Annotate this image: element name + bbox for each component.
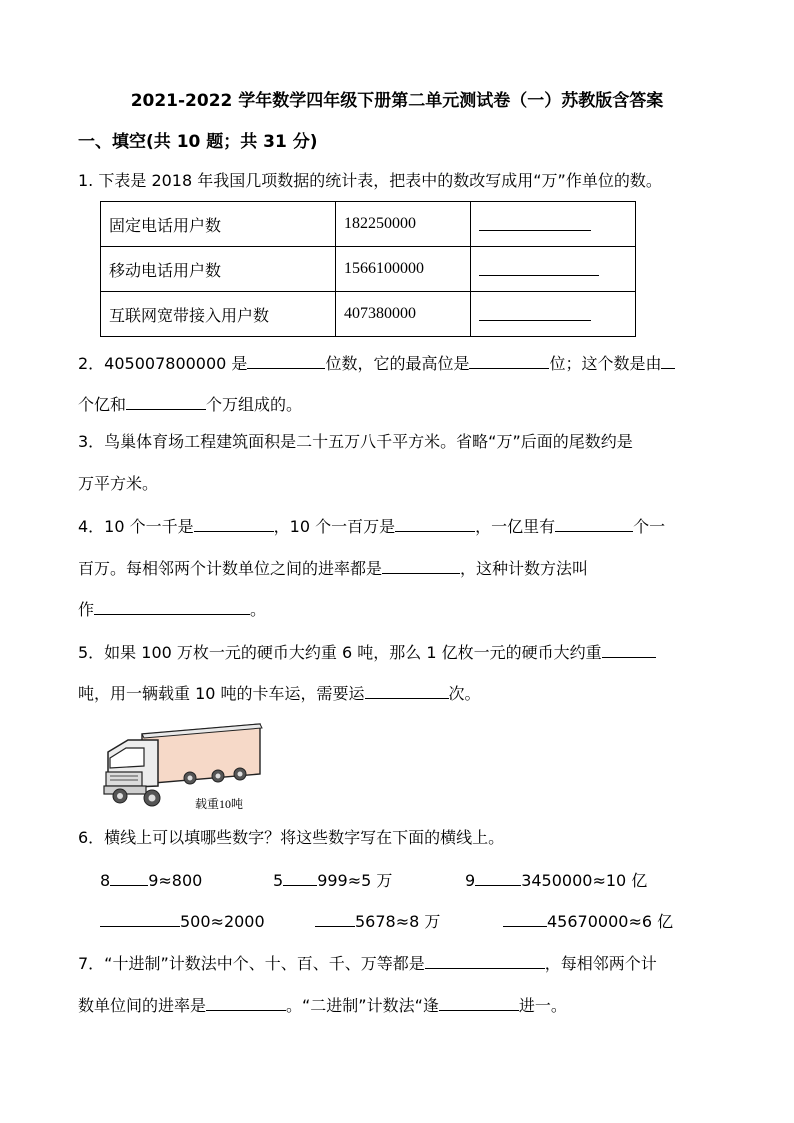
table-cell-answer <box>471 292 636 337</box>
question-7-line-2 <box>78 994 567 1016</box>
q4-text-a: 4．10 个一千是 <box>78 517 194 536</box>
q6-text: 5 <box>273 871 284 890</box>
q6-item-3 <box>465 869 647 891</box>
answer-blank[interactable] <box>126 393 206 410</box>
q6-text: 8 <box>100 871 111 890</box>
table-cell-value: 182250000 <box>336 202 471 247</box>
answer-blank[interactable] <box>247 352 325 369</box>
q2-text-b: 位数，它的最高位是 <box>325 354 470 373</box>
q5-text-c: 次。 <box>448 684 481 703</box>
answer-blank[interactable] <box>110 869 148 886</box>
answer-blank[interactable] <box>661 352 675 369</box>
table-cell-value: 1566100000 <box>336 247 471 292</box>
q6-item-2 <box>273 869 392 891</box>
q4-text-g: 作 <box>78 600 95 619</box>
answer-blank[interactable] <box>503 910 547 927</box>
q4-text-d: 个一 <box>633 517 666 536</box>
answer-blank[interactable] <box>194 515 274 532</box>
answer-blank[interactable] <box>206 994 286 1011</box>
q6-item-6 <box>503 910 673 932</box>
question-4-line-3 <box>78 598 266 620</box>
answer-blank[interactable] <box>395 515 475 532</box>
truck-illustration <box>100 722 270 814</box>
answer-blank[interactable] <box>439 994 519 1011</box>
answer-blank[interactable] <box>382 557 460 574</box>
q4-text-e: 百万。每相邻两个计数单位之间的进率都是 <box>78 559 383 578</box>
question-5-line-1 <box>78 641 656 663</box>
q2-text-d: 个亿和 <box>78 395 127 414</box>
q2-text-c: 位；这个数是由 <box>549 354 662 373</box>
table-row <box>101 247 636 292</box>
q6-text: 5678≈8 万 <box>355 912 441 931</box>
q4-text-h: 。 <box>250 600 267 619</box>
table-cell-value: 407380000 <box>336 292 471 337</box>
table-cell-label: 互联网宽带接入用户数 <box>101 292 336 337</box>
q2-text-e: 个万组成的。 <box>206 395 303 414</box>
answer-blank[interactable] <box>425 952 545 969</box>
q6-text: 9 <box>465 871 476 890</box>
page-title: 2021-2022 学年数学四年级下册第二单元测试卷（一）苏教版含答案 <box>130 91 664 111</box>
question-6-text: 6．横线上可以填哪些数字？将这些数字写在下面的横线上。 <box>78 828 505 847</box>
answer-blank[interactable] <box>475 869 521 886</box>
q6-text: 500≈2000 <box>180 912 265 931</box>
truck-label: 载重10吨 <box>195 797 244 811</box>
q7-text-b: ，每相邻两个计 <box>544 954 657 973</box>
question-5-line-2 <box>78 682 481 704</box>
q4-text-f: ，这种计数方法叫 <box>460 559 589 578</box>
answer-blank[interactable] <box>100 910 180 927</box>
q6-text: 999≈5 万 <box>317 871 393 890</box>
answer-blank[interactable] <box>94 598 250 615</box>
q6-item-1 <box>100 869 202 891</box>
q2-text-a: 2．405007800000 是 <box>78 354 248 373</box>
answer-blank[interactable] <box>315 910 355 927</box>
q7-text-d: 。“二进制”计数法“逢 <box>286 996 439 1015</box>
q6-text: 3450000≈10 亿 <box>521 871 648 890</box>
question-1-text: 1. 下表是 2018 年我国几项数据的统计表，把表中的数改写成用“万”作单位的数。 <box>78 171 662 190</box>
answer-blank[interactable] <box>555 515 633 532</box>
q4-text-c: ，一亿里有 <box>475 517 556 536</box>
question-7-line-1 <box>78 952 657 974</box>
answer-blank[interactable] <box>479 304 591 321</box>
question-4-line-2 <box>78 557 588 579</box>
table-cell-answer <box>471 247 636 292</box>
table-row <box>101 202 636 247</box>
answer-blank[interactable] <box>602 641 656 658</box>
q7-text-e: 进一。 <box>518 996 567 1015</box>
q5-text-b: 吨，用一辆载重 10 吨的卡车运，需要运 <box>78 684 365 703</box>
answer-blank[interactable] <box>469 352 549 369</box>
q6-item-5 <box>315 910 440 932</box>
section-heading: 一、填空(共 10 题；共 31 分) <box>78 132 318 152</box>
question-3-line-1: 3．鸟巢体育场工程建筑面积是二十五万八千平方米。省略“万”后面的尾数约是 <box>78 432 633 451</box>
table-cell-answer <box>471 202 636 247</box>
question-2-line-2 <box>78 393 302 415</box>
answer-blank[interactable] <box>365 682 449 699</box>
table-cell-label: 移动电话用户数 <box>101 247 336 292</box>
question-4-line-1 <box>78 515 665 537</box>
answer-blank[interactable] <box>283 869 317 886</box>
answer-blank[interactable] <box>479 214 591 231</box>
answer-blank[interactable] <box>479 259 599 276</box>
q5-text-a: 5．如果 100 万枚一元的硬币大约重 6 吨，那么 1 亿枚一元的硬币大约重 <box>78 643 602 662</box>
table-row <box>101 292 636 337</box>
statistics-table <box>100 201 636 337</box>
q6-text: 45670000≈6 亿 <box>547 912 674 931</box>
q7-text-c: 数单位间的进率是 <box>78 996 207 1015</box>
question-3-line-2: 万平方米。 <box>78 474 159 493</box>
q6-item-4 <box>100 910 265 932</box>
q4-text-b: ，10 个一百万是 <box>273 517 396 536</box>
q7-text-a: 7．“十进制”计数法中个、十、百、千、万等都是 <box>78 954 425 973</box>
question-2-line-1 <box>78 352 675 374</box>
table-cell-label: 固定电话用户数 <box>101 202 336 247</box>
q6-text: 9≈800 <box>148 871 203 890</box>
